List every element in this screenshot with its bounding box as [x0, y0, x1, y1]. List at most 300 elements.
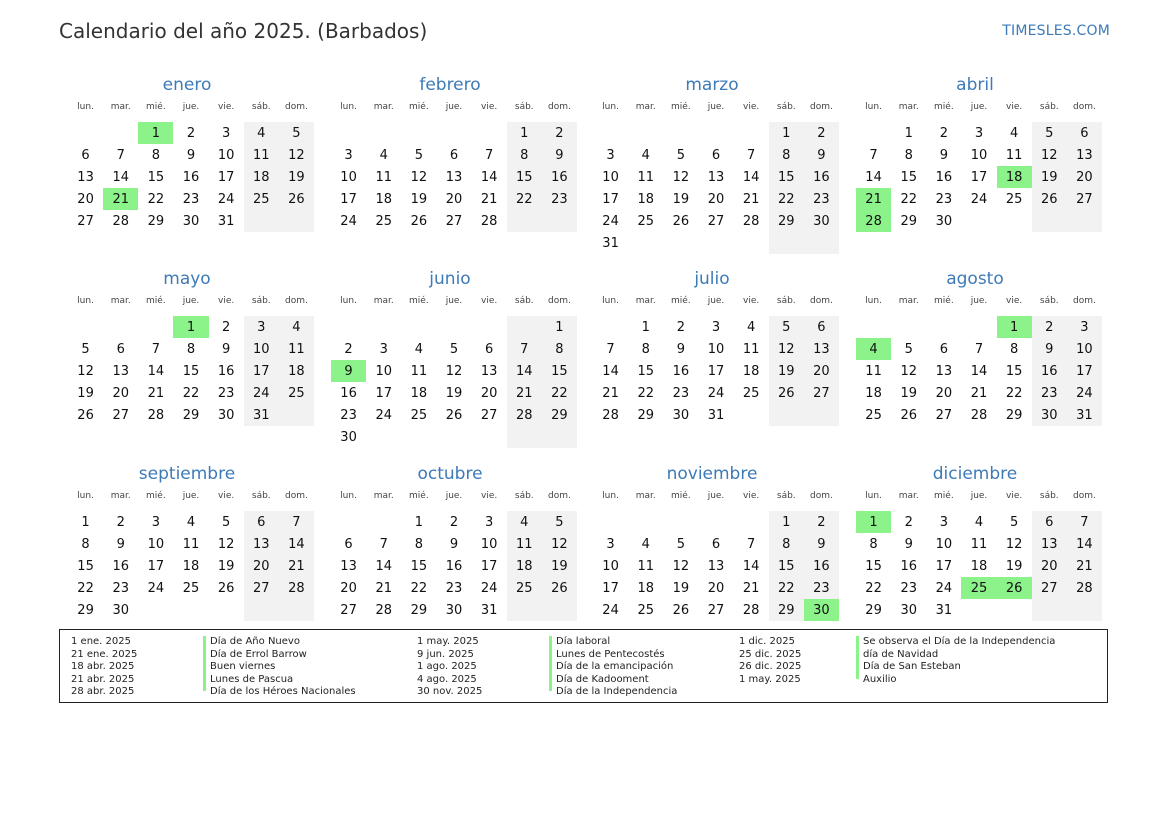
day-cell: 11	[507, 533, 542, 555]
day-cell: 26	[672, 213, 690, 229]
day-cell: 28	[742, 213, 760, 229]
day-cell: 4	[173, 510, 208, 534]
day-cell: 13	[707, 169, 725, 185]
day-cell: 14	[742, 169, 760, 185]
day-cell: 22	[182, 385, 200, 401]
day-cell: 3	[606, 536, 615, 552]
weekday-label: sáb.	[244, 487, 279, 510]
empty-cell	[173, 599, 208, 621]
day-cell: 24	[935, 580, 953, 596]
month-julio	[593, 268, 839, 426]
day-cell: 3	[244, 315, 279, 339]
day-cell: 25	[410, 407, 428, 423]
empty-cell	[804, 232, 839, 254]
month-table	[593, 98, 839, 254]
empty-cell	[366, 426, 401, 448]
day-cell: 16	[935, 169, 953, 185]
weekday-label: mar.	[891, 487, 926, 510]
holiday-day-cell: 30	[804, 599, 839, 621]
day-cell: 5	[904, 341, 913, 357]
legend-holiday-name: Día de la emancipación	[556, 661, 674, 672]
day-cell: 25	[279, 382, 314, 404]
empty-cell	[593, 315, 628, 339]
day-cell: 21	[970, 385, 988, 401]
week-row	[68, 577, 314, 599]
day-cell: 29	[1005, 407, 1023, 423]
week-row	[593, 338, 839, 360]
day-cell: 28	[507, 404, 542, 426]
day-cell: 7	[869, 147, 878, 163]
day-cell: 23	[217, 385, 235, 401]
day-cell: 30	[112, 602, 129, 618]
legend-holiday-name: Lunes de Pascua	[210, 673, 294, 685]
day-cell: 21	[742, 191, 760, 207]
week-row	[856, 404, 1102, 426]
day-cell: 1	[891, 121, 926, 145]
month-octubre	[331, 463, 577, 621]
day-cell: 26	[77, 407, 94, 423]
day-cell: 6	[81, 147, 90, 163]
weekday-header-row	[68, 98, 314, 121]
day-cell: 23	[804, 577, 839, 599]
day-cell: 19	[672, 580, 690, 596]
weekday-label: mié.	[926, 292, 961, 315]
week-row	[68, 382, 314, 404]
weekday-label: jue.	[961, 487, 996, 510]
day-cell: 16	[900, 558, 917, 574]
month-septiembre	[68, 463, 314, 621]
day-cell: 7	[974, 341, 984, 357]
day-cell: 27	[1067, 188, 1102, 210]
weekday-label: sáb.	[244, 292, 279, 315]
weekday-label: jue.	[698, 487, 733, 510]
day-cell: 23	[672, 385, 690, 401]
day-cell: 22	[769, 577, 804, 599]
empty-cell	[138, 599, 173, 621]
weekday-label: mié.	[663, 487, 698, 510]
day-cell: 15	[182, 363, 200, 379]
day-cell: 12	[77, 363, 94, 379]
weekday-label: sáb.	[507, 98, 542, 121]
day-cell: 15	[410, 558, 428, 574]
weekday-header-row	[331, 487, 577, 510]
day-cell: 13	[77, 169, 94, 185]
day-cell: 20	[480, 385, 498, 401]
day-cell: 26	[900, 407, 917, 423]
legend-marker	[549, 636, 552, 691]
weekday-label: lun.	[331, 98, 366, 121]
day-cell: 22	[1005, 385, 1023, 401]
day-cell: 25	[637, 213, 654, 229]
day-cell: 2	[173, 121, 208, 145]
month-name: octubre	[417, 464, 483, 484]
empty-cell	[628, 121, 663, 145]
day-cell: 23	[112, 580, 129, 596]
month-diciembre	[856, 463, 1102, 621]
day-cell: 29	[542, 404, 577, 426]
week-row	[68, 315, 314, 339]
empty-cell	[542, 426, 577, 448]
empty-cell	[734, 404, 769, 426]
day-cell: 3	[1067, 315, 1102, 339]
month-table	[856, 98, 1102, 232]
day-cell: 20	[707, 580, 725, 596]
week-row	[68, 404, 314, 426]
day-cell: 3	[138, 510, 173, 534]
day-cell: 25	[865, 407, 882, 423]
weekday-header-row	[68, 487, 314, 510]
day-cell: 15	[1005, 363, 1023, 379]
day-cell: 29	[77, 602, 94, 618]
day-cell: 11	[1005, 147, 1023, 163]
month-name: noviembre	[666, 464, 758, 484]
month-name: diciembre	[932, 464, 1018, 484]
weekday-label: lun.	[593, 487, 628, 510]
day-cell: 11	[279, 338, 314, 360]
day-cell: 15	[769, 555, 804, 577]
day-cell: 31	[480, 602, 498, 618]
weekday-label: mié.	[138, 98, 173, 121]
weekday-label: lun.	[856, 292, 891, 315]
day-cell: 17	[375, 385, 392, 401]
day-cell: 6	[711, 536, 721, 552]
empty-cell	[663, 121, 698, 145]
day-cell: 24	[147, 580, 165, 596]
day-cell: 31	[217, 213, 235, 229]
day-cell: 19	[445, 385, 463, 401]
day-cell: 10	[480, 536, 498, 552]
day-cell: 2	[663, 315, 698, 339]
day-cell: 9	[449, 536, 459, 552]
weekday-label: sáb.	[507, 292, 542, 315]
day-cell: 27	[1032, 577, 1067, 599]
day-cell: 19	[1032, 166, 1067, 188]
day-cell: 11	[375, 169, 392, 185]
day-cell: 25	[182, 580, 200, 596]
day-cell: 10	[147, 536, 165, 552]
day-cell: 27	[112, 407, 129, 423]
month-name: abril	[956, 75, 994, 95]
week-row	[68, 166, 314, 188]
month-noviembre	[593, 463, 839, 621]
day-cell: 20	[1067, 166, 1102, 188]
day-cell: 13	[1067, 144, 1102, 166]
weekday-label: jue.	[961, 98, 996, 121]
month-table	[593, 487, 839, 621]
day-cell: 5	[676, 536, 685, 552]
week-row	[68, 144, 314, 166]
day-cell: 18	[244, 166, 279, 188]
weekday-label: sáb.	[1032, 98, 1067, 121]
day-cell: 15	[542, 360, 577, 382]
day-cell: 11	[637, 558, 654, 574]
site-link[interactable]: TIMESLES.COM	[1002, 23, 1110, 39]
day-cell: 7	[507, 338, 542, 360]
legend-names-col-1	[210, 636, 356, 699]
empty-cell	[698, 121, 733, 145]
day-cell: 17	[935, 558, 953, 574]
weekday-label: mié.	[926, 487, 961, 510]
day-cell: 10	[970, 147, 988, 163]
weekday-label: vie.	[472, 487, 507, 510]
day-cell: 15	[507, 166, 542, 188]
month-table	[68, 487, 314, 621]
week-row	[856, 144, 1102, 166]
empty-cell	[138, 315, 173, 339]
day-cell: 8	[904, 147, 913, 163]
day-cell: 19	[279, 166, 314, 188]
day-cell: 20	[707, 191, 725, 207]
weekday-label: jue.	[698, 98, 733, 121]
empty-cell	[507, 599, 542, 621]
week-row	[856, 338, 1102, 360]
empty-cell	[1032, 599, 1067, 621]
day-cell: 4	[641, 147, 650, 163]
day-cell: 21	[1067, 555, 1102, 577]
day-cell: 19	[1005, 558, 1023, 574]
day-cell: 8	[641, 341, 650, 357]
day-cell: 22	[410, 580, 428, 596]
week-row	[68, 210, 314, 232]
day-cell: 8	[769, 533, 804, 555]
weekday-label: vie.	[997, 487, 1032, 510]
day-cell: 9	[939, 147, 948, 163]
day-cell: 24	[1067, 382, 1102, 404]
holiday-day-cell: 1	[173, 315, 208, 339]
week-row	[331, 577, 577, 599]
day-cell: 18	[742, 363, 760, 379]
day-cell: 23	[900, 580, 917, 596]
day-cell: 6	[244, 510, 279, 534]
weekday-label: lun.	[68, 292, 103, 315]
week-row	[856, 599, 1102, 621]
empty-cell	[997, 599, 1032, 621]
legend-holiday-name: Día laboral	[556, 636, 611, 647]
legend-holiday-name: Día de Kadooment	[556, 673, 649, 685]
legend-date: 9 jun. 2025	[417, 648, 474, 660]
day-cell: 13	[1032, 533, 1067, 555]
day-cell: 31	[602, 235, 619, 251]
week-row	[856, 210, 1102, 232]
week-row	[593, 577, 839, 599]
day-cell: 25	[507, 577, 542, 599]
day-cell: 8	[151, 147, 160, 163]
week-row	[331, 144, 577, 166]
day-cell: 15	[147, 169, 165, 185]
day-cell: 28	[480, 213, 498, 229]
empty-cell	[542, 210, 577, 232]
day-cell: 29	[769, 210, 804, 232]
day-cell: 11	[244, 144, 279, 166]
week-row	[331, 188, 577, 210]
day-cell: 26	[542, 577, 577, 599]
empty-cell	[698, 510, 733, 534]
empty-cell	[472, 426, 507, 448]
month-table	[331, 292, 577, 448]
weekday-label: vie.	[997, 292, 1032, 315]
day-cell: 25	[742, 385, 760, 401]
legend-holiday-name: Día de la Independencia	[556, 686, 678, 697]
empty-cell	[1067, 599, 1102, 621]
holiday-day-cell: 1	[997, 315, 1032, 339]
week-row	[593, 121, 839, 145]
week-row	[593, 382, 839, 404]
day-cell: 29	[147, 213, 165, 229]
legend-date: 30 nov. 2025	[417, 686, 483, 697]
month-table	[856, 487, 1102, 621]
day-cell: 20	[1032, 555, 1067, 577]
day-cell: 10	[1067, 338, 1102, 360]
weekday-label: vie.	[209, 292, 244, 315]
empty-cell	[856, 121, 891, 145]
day-cell: 24	[375, 407, 392, 423]
weekday-label: mar.	[366, 98, 401, 121]
holiday-day-cell: 1	[856, 510, 891, 534]
day-cell: 5	[676, 147, 685, 163]
weekday-label: jue.	[436, 98, 471, 121]
day-cell: 29	[769, 599, 804, 621]
day-cell: 21	[602, 385, 619, 401]
day-cell: 12	[542, 533, 577, 555]
legend-holiday-name: Auxilio	[863, 673, 897, 685]
weekday-header-row	[593, 292, 839, 315]
weekday-label: dom.	[804, 292, 839, 315]
day-cell: 8	[1009, 341, 1019, 357]
day-cell: 16	[542, 166, 577, 188]
holiday-day-cell: 25	[961, 577, 996, 599]
weekday-label: jue.	[436, 292, 471, 315]
day-cell: 28	[602, 407, 619, 423]
legend-date: 18 abr. 2025	[71, 661, 135, 672]
month-febrero	[331, 74, 577, 232]
day-cell: 5	[542, 510, 577, 534]
empty-cell	[244, 599, 279, 621]
day-cell: 22	[507, 188, 542, 210]
weekday-label: lun.	[856, 98, 891, 121]
day-cell: 17	[244, 360, 279, 382]
empty-cell	[769, 404, 804, 426]
day-cell: 10	[340, 169, 357, 185]
day-cell: 16	[804, 166, 839, 188]
day-cell: 26	[445, 407, 463, 423]
day-cell: 18	[410, 385, 428, 401]
day-cell: 3	[606, 147, 615, 163]
legend-date: 21 abr. 2025	[71, 673, 135, 685]
week-row	[68, 555, 314, 577]
day-cell: 24	[340, 213, 357, 229]
empty-cell	[401, 426, 436, 448]
day-cell: 7	[746, 147, 756, 163]
empty-cell	[507, 315, 542, 339]
empty-cell	[436, 426, 471, 448]
day-cell: 13	[935, 363, 953, 379]
month-mayo	[68, 268, 314, 426]
week-row	[68, 360, 314, 382]
day-cell: 26	[217, 580, 235, 596]
day-cell: 4	[279, 315, 314, 339]
holiday-day-cell: 21	[856, 188, 891, 210]
day-cell: 27	[480, 407, 498, 423]
day-cell: 24	[707, 385, 725, 401]
empty-cell	[593, 121, 628, 145]
day-cell: 14	[480, 169, 498, 185]
month-table	[856, 292, 1102, 426]
legend-dates-col-2	[417, 636, 482, 699]
day-cell: 28	[112, 213, 129, 229]
weekday-header-row	[856, 98, 1102, 121]
day-cell: 25	[375, 213, 392, 229]
day-cell: 21	[375, 580, 392, 596]
month-abril	[856, 74, 1102, 232]
legend-date: 25 dic. 2025	[739, 648, 802, 660]
day-cell: 4	[414, 341, 423, 357]
day-cell: 2	[436, 510, 471, 534]
week-row	[856, 555, 1102, 577]
empty-cell	[961, 315, 996, 339]
week-row	[331, 315, 577, 339]
day-cell: 13	[244, 533, 279, 555]
day-cell: 19	[672, 191, 690, 207]
day-cell: 17	[602, 580, 619, 596]
day-cell: 12	[279, 144, 314, 166]
day-cell: 23	[935, 191, 953, 207]
day-cell: 13	[445, 169, 463, 185]
day-cell: 28	[970, 407, 988, 423]
day-cell: 18	[865, 385, 882, 401]
empty-cell	[331, 315, 366, 339]
weekday-label: jue.	[698, 292, 733, 315]
weekday-label: sáb.	[244, 98, 279, 121]
day-cell: 16	[217, 363, 235, 379]
day-cell: 14	[279, 533, 314, 555]
day-cell: 19	[769, 360, 804, 382]
day-cell: 14	[112, 169, 129, 185]
day-cell: 1	[769, 121, 804, 145]
day-cell: 11	[637, 169, 654, 185]
day-cell: 21	[507, 382, 542, 404]
day-cell: 17	[480, 558, 498, 574]
day-cell: 18	[182, 558, 200, 574]
day-cell: 28	[375, 602, 392, 618]
empty-cell	[507, 426, 542, 448]
day-cell: 27	[445, 213, 463, 229]
day-cell: 20	[935, 385, 953, 401]
weekday-label: lun.	[68, 487, 103, 510]
week-row	[68, 510, 314, 534]
empty-cell	[507, 210, 542, 232]
weekday-label: dom.	[1067, 292, 1102, 315]
weekday-label: vie.	[472, 98, 507, 121]
week-row	[331, 382, 577, 404]
day-cell: 30	[900, 602, 917, 618]
legend-holiday-name: Día de San Esteban	[863, 661, 961, 672]
day-cell: 22	[637, 385, 654, 401]
day-cell: 12	[1005, 536, 1023, 552]
day-cell: 18	[375, 191, 392, 207]
day-cell: 15	[77, 558, 94, 574]
day-cell: 7	[1067, 510, 1102, 534]
day-cell: 25	[637, 602, 654, 618]
day-cell: 25	[244, 188, 279, 210]
weekday-label: mar.	[891, 98, 926, 121]
legend-marker	[856, 636, 859, 679]
week-row	[68, 533, 314, 555]
day-cell: 15	[865, 558, 882, 574]
week-row	[331, 426, 577, 448]
day-cell: 24	[602, 602, 619, 618]
day-cell: 3	[344, 147, 353, 163]
empty-cell	[734, 232, 769, 254]
